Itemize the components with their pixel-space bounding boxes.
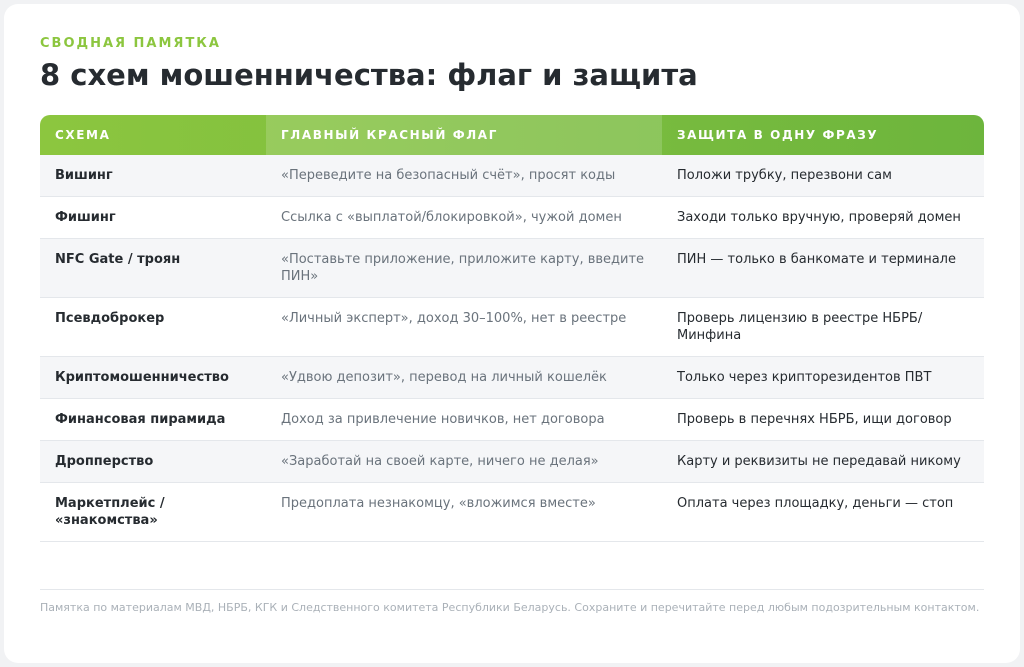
red-flag-text: «Удвою депозит», перевод на личный кошелёк [281,370,607,385]
column-header-defense: ЗАЩИТА В ОДНУ ФРАЗУ [677,128,879,142]
defense-text: Оплата через площадку, деньги — стоп [677,496,954,511]
defense-text: ПИН — только в банкомате и терминале [677,252,956,267]
red-flag-text: «Заработай на своей карте, ничего не делая» [281,454,599,469]
defense-text: Карту и реквизиты не передавай никому [677,454,961,469]
red-flag-text: Предоплата незнакомцу, «вложимся вместе» [281,496,596,511]
scheme-name: Вишинг [55,168,113,183]
eyebrow-label: СВОДНАЯ ПАМЯТКА [40,36,221,51]
table-row [40,399,984,441]
scheme-name: Финансовая пирамида [55,412,226,427]
red-flag-text: «Поставьте приложение, приложите карту, введите ПИН» [281,252,645,284]
scheme-name: Маркетплейс / «знакомства» [55,496,165,528]
red-flag-text: Ссылка с «выплатой/блокировкой», чужой домен [281,210,622,225]
defense-text: Только через крипторезидентов ПВТ [677,370,932,385]
scheme-name: Фишинг [55,210,116,225]
defense-text: Проверь в перечнях НБРБ, ищи договор [677,412,952,427]
footnote: Памятка по материалам МВД, НБРБ, КГК и Следственного комитета Республики Беларусь. Сохраните и перечитайте перед любым подозрительным контактом. [40,601,980,614]
page-title: 8 схем мошенничества: флаг и защита [40,58,698,92]
defense-text: Положи трубку, перезвони сам [677,168,892,183]
table-row [40,441,984,483]
fraud-schemes-table [40,115,984,542]
table-header [40,115,984,155]
table-row [40,155,984,197]
column-header-red-flag: ГЛАВНЫЙ КРАСНЫЙ ФЛАГ [266,115,662,155]
scheme-name: Дропперство [55,454,154,469]
table-row [40,239,984,298]
scheme-name: Криптомошенничество [55,370,229,385]
column-header-scheme: СХЕМА [55,128,111,142]
table-row [40,197,984,239]
defense-text: Проверь лицензию в реестре НБРБ/Минфина [677,311,923,343]
table-row [40,483,984,542]
red-flag-text: Доход за привлечение новичков, нет договора [281,412,605,427]
scheme-name: NFC Gate / троян [55,252,181,267]
scheme-name: Псевдоброкер [55,311,165,326]
table-row [40,357,984,399]
red-flag-text: «Переведите на безопасный счёт», просят коды [281,168,616,183]
memo-card [4,4,1020,663]
red-flag-text: «Личный эксперт», доход 30–100%, нет в реестре [281,311,627,326]
footer-divider [40,589,984,590]
defense-text: Заходи только вручную, проверяй домен [677,210,961,225]
table-row [40,298,984,357]
